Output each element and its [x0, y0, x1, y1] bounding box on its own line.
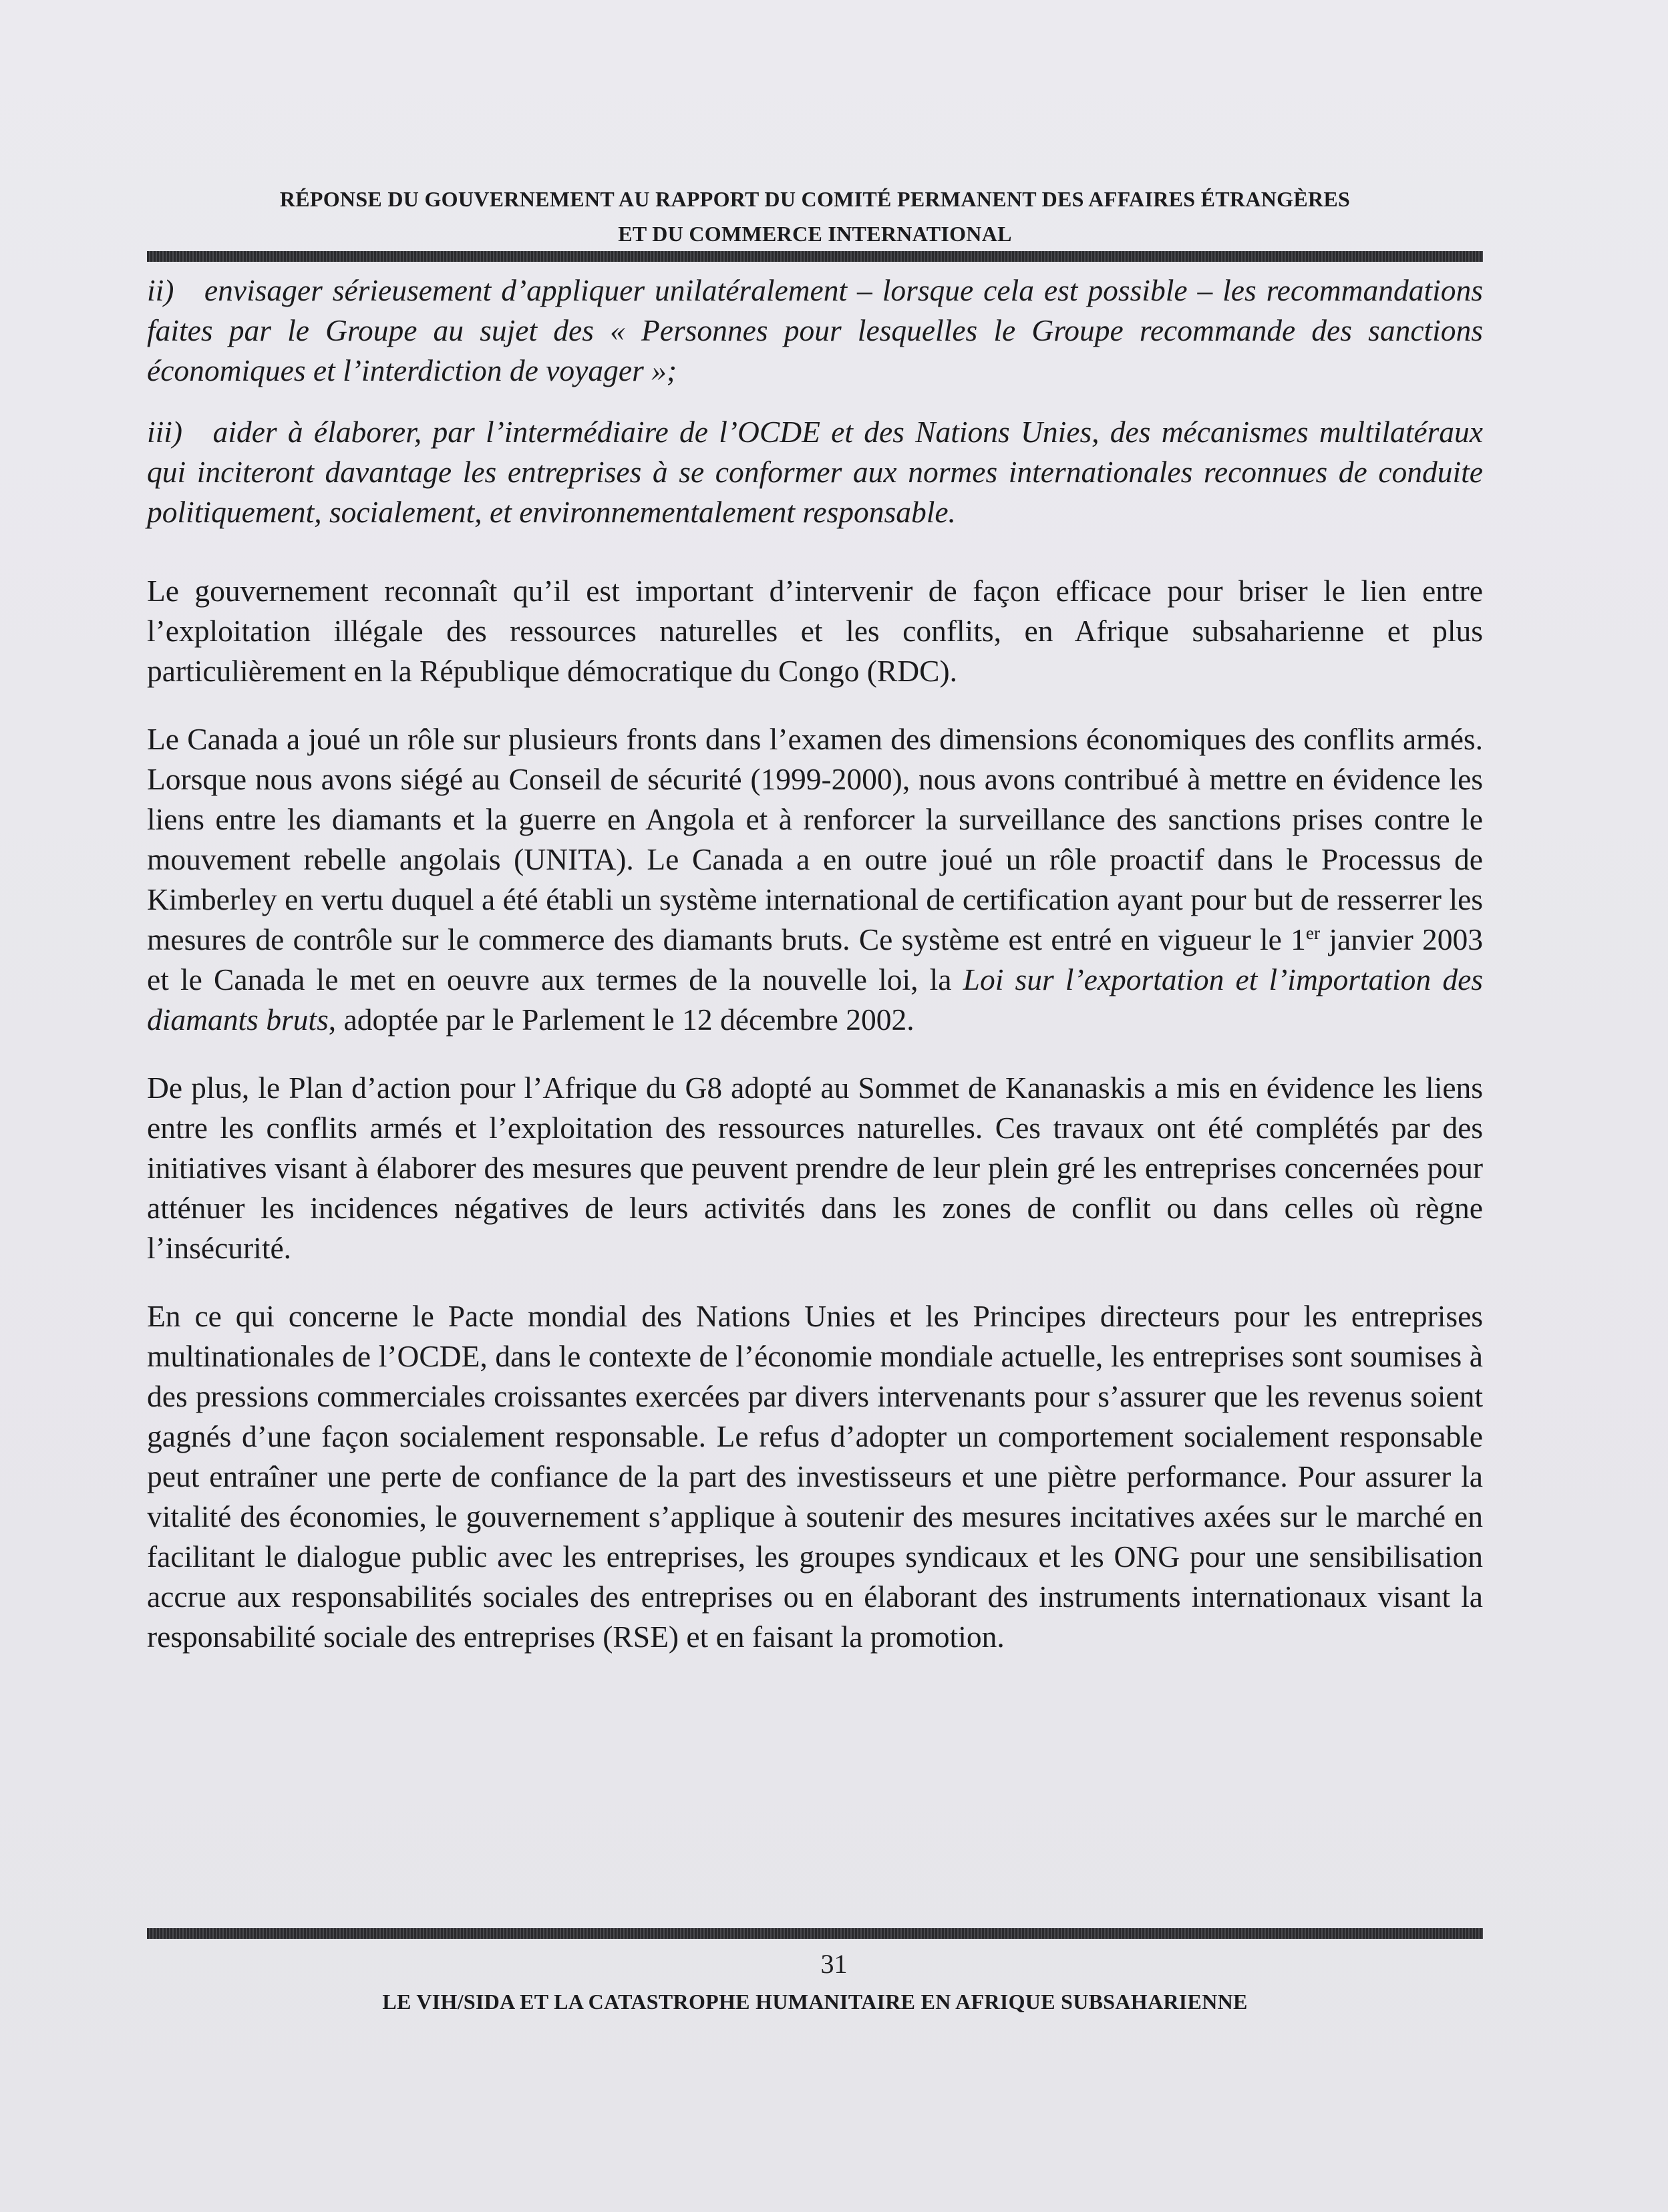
footer-rule: [147, 1928, 1483, 1939]
law-title: Loi sur l’exportation et l’importation des diamants bruts: [147, 962, 1483, 1037]
header-line-1: RÉPONSE DU GOUVERNEMENT AU RAPPORT DU COMITÉ PERMANENT DES AFFAIRES ÉTRANGÈRES: [279, 187, 1351, 211]
paragraph-2-part-c: , adoptée par le Parlement le 12 décembre 2002.: [328, 1002, 914, 1037]
paragraph-1: Le gouvernement reconnaît qu’il est important d’intervenir de façon efficace pour briser le lien entre l’exploitation illégale des ressources naturelles et les conflits, en Afrique subsaharienne et plus particulièrement en la République démocratique du Congo (RDC).: [147, 574, 1483, 688]
running-header: [147, 182, 1483, 251]
header-line-2: ET DU COMMERCE INTERNATIONAL: [618, 222, 1012, 246]
page-number: 31: [820, 1949, 848, 1979]
paragraph-4: En ce qui concerne le Pacte mondial des Nations Unies et les Principes directeurs pour les entreprises multinationales de l’OCDE, dans le contexte de l’économie mondiale actuelle, les entreprises sont soumises à des pressions commerciales croissantes exercées par divers intervenants pour s’assurer que les revenus soient gagnés d’une façon socialement responsable. Le refus d’adopter un comportement socialement responsable peut entraîner une perte de confiance de la part des investisseurs et une piètre performance. Pour assurer la vitalité des économies, le gouvernement s’applique à soutenir des mesures incitatives axées sur le marché en facilitant le dialogue public avec les entreprises, les groupes syndicaux et les ONG pour une sensibilisation accrue aux responsabilités sociales des entreprises ou en élaborant des instruments internationaux visant la responsabilité sociale des entreprises (RSE) et en faisant la promotion.: [147, 1299, 1483, 1654]
paragraph-3: De plus, le Plan d’action pour l’Afrique du G8 adopté au Sommet de Kananaskis a mis en évidence les liens entre les conflits armés et l’exploitation des ressources naturelles. Ces travaux ont été complétés par des initiatives visant à élaborer des mesures que peuvent prendre de leur plein gré les entreprises concernées pour atténuer les incidences négatives de leurs activités dans les zones de conflit ou dans celles où règne l’insécurité.: [147, 1071, 1483, 1265]
page-body: [147, 270, 1483, 1685]
list-item-ii: ii) envisager sérieusement d’appliquer unilatéralement – lorsque cela est possible – les recommandations faites par le Groupe au sujet des « Personnes pour lesquelles le Groupe recommande des sanctions économiques et l’interdiction de voyager »;: [147, 273, 1483, 387]
running-footer: LE VIH/SIDA ET LA CATASTROPHE HUMANITAIRE EN AFRIQUE SUBSAHARIENNE: [382, 1990, 1248, 2014]
list-item-iii: iii) aider à élaborer, par l’intermédiaire de l’OCDE et des Nations Unies, des mécanismes multilatéraux qui inciteront davantage les entreprises à se conformer aux normes internationales reconnues de conduite politiquement, socialement, et environnementalement responsable.: [147, 415, 1483, 529]
paragraph-2-part-a: Le Canada a joué un rôle sur plusieurs fronts dans l’examen des dimensions économiques des conflits armés. Lorsque nous avons siégé au Conseil de sécurité (1999-2000), nous avons contribué à mettre en évidence les liens entre les diamants et la guerre en Angola et à renforcer la surveillance des sanctions prises contre le mouvement rebelle angolais (UNITA). Le Canada a en outre joué un rôle proactif dans le Processus de Kimberley en vertu duquel a été établi un système international de certification ayant pour but de resserrer les mesures de contrôle sur le commerce des diamants bruts. Ce système est entré en vigueur le 1: [147, 722, 1483, 956]
ordinal-superscript: er: [1305, 922, 1321, 943]
paragraph-2-part-b: janvier 2003 et le Canada le met en oeuvre aux termes de la nouvelle loi, la: [147, 922, 1484, 996]
paragraph-2: [147, 719, 1483, 1040]
header-rule: [147, 251, 1483, 262]
